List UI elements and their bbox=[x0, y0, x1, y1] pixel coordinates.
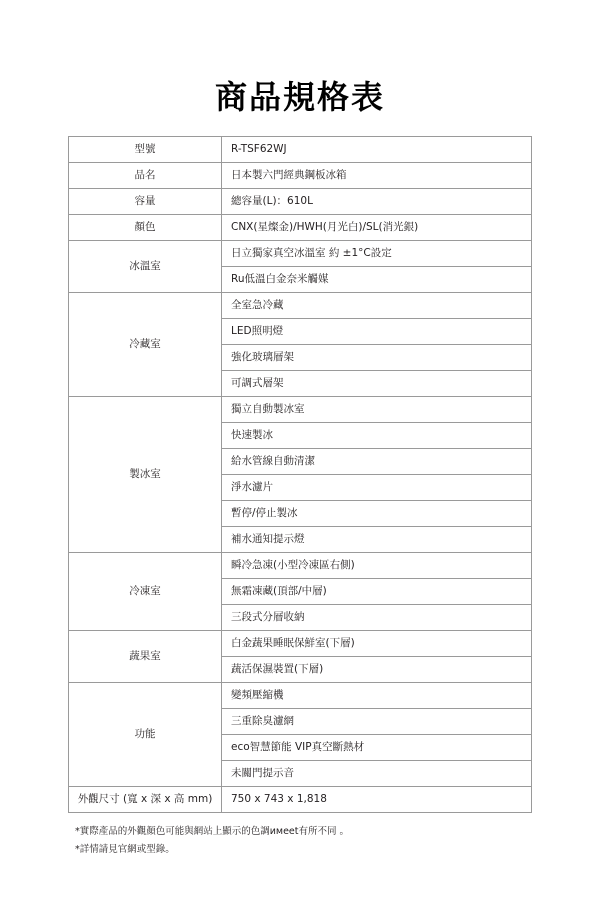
spec-value: 獨立自動製冰室 bbox=[222, 397, 532, 423]
spec-label: 製冰室 bbox=[69, 397, 222, 553]
footnote: *實際產品的外觀顏色可能與網站上顯示的色調имеet有所不同 。 bbox=[75, 826, 350, 837]
spec-value: 全室急冷藏 bbox=[222, 293, 532, 319]
spec-value: LED照明燈 bbox=[222, 319, 532, 345]
table-row bbox=[69, 163, 532, 189]
table-row bbox=[69, 137, 532, 163]
spec-value: 變頻壓縮機 bbox=[222, 683, 532, 709]
table-row bbox=[69, 241, 532, 267]
spec-value: 日立獨家真空冰溫室 約 ±1°C設定 bbox=[222, 241, 532, 267]
spec-label: 品名 bbox=[69, 163, 222, 189]
specification-table-body bbox=[69, 137, 532, 813]
table-row bbox=[69, 631, 532, 657]
spec-label: 顏色 bbox=[69, 215, 222, 241]
spec-value: 750 x 743 x 1,818 bbox=[222, 787, 532, 813]
spec-label: 冷凍室 bbox=[69, 553, 222, 631]
spec-label: 容量 bbox=[69, 189, 222, 215]
spec-value: R-TSF62WJ bbox=[222, 137, 532, 163]
spec-label: 型號 bbox=[69, 137, 222, 163]
spec-value: 日本製六門經典鋼板冰箱 bbox=[222, 163, 532, 189]
table-row bbox=[69, 215, 532, 241]
specification-table bbox=[68, 136, 532, 813]
table-row bbox=[69, 683, 532, 709]
spec-value: Ru低溫白金奈米觸媒 bbox=[222, 267, 532, 293]
spec-value: 三重除臭濾網 bbox=[222, 709, 532, 735]
spec-label: 外觀尺寸 (寬 x 深 x 高 mm) bbox=[69, 787, 222, 813]
footnote: *詳情請見官網或型錄。 bbox=[75, 844, 175, 856]
spec-value: 總容量(L)：610L bbox=[222, 189, 532, 215]
table-row bbox=[69, 787, 532, 813]
spec-label: 蔬果室 bbox=[69, 631, 222, 683]
spec-value: 白金蔬果睡眠保鮮室(下層) bbox=[222, 631, 532, 657]
spec-label: 功能 bbox=[69, 683, 222, 787]
table-row bbox=[69, 553, 532, 579]
spec-value: 可調式層架 bbox=[222, 371, 532, 397]
spec-value: 未關門提示音 bbox=[222, 761, 532, 787]
spec-value: CNX(星燦金)/HWH(月光白)/SL(消光銀) bbox=[222, 215, 532, 241]
spec-value: 無霜凍藏(頂部/中層) bbox=[222, 579, 532, 605]
spec-value: 瞬冷急凍(小型冷凍區右側) bbox=[222, 553, 532, 579]
table-row bbox=[69, 397, 532, 423]
spec-value: 強化玻璃層架 bbox=[222, 345, 532, 371]
spec-value: 三段式分層收納 bbox=[222, 605, 532, 631]
spec-value: eco智慧節能 VIP真空斷熱材 bbox=[222, 735, 532, 761]
footnotes bbox=[73, 823, 527, 859]
spec-value: 淨水濾片 bbox=[222, 475, 532, 501]
table-row bbox=[69, 189, 532, 215]
spec-value: 給水管線自動清潔 bbox=[222, 449, 532, 475]
spec-value: 補水通知提示燈 bbox=[222, 527, 532, 553]
page-title: 商品規格表 bbox=[214, 78, 385, 116]
table-row bbox=[69, 293, 532, 319]
spec-value: 蔬活保濕裝置(下層) bbox=[222, 657, 532, 683]
spec-value: 快速製冰 bbox=[222, 423, 532, 449]
spec-label: 冰溫室 bbox=[69, 241, 222, 293]
spec-label: 冷藏室 bbox=[69, 293, 222, 397]
spec-value: 暫停/停止製冰 bbox=[222, 501, 532, 527]
